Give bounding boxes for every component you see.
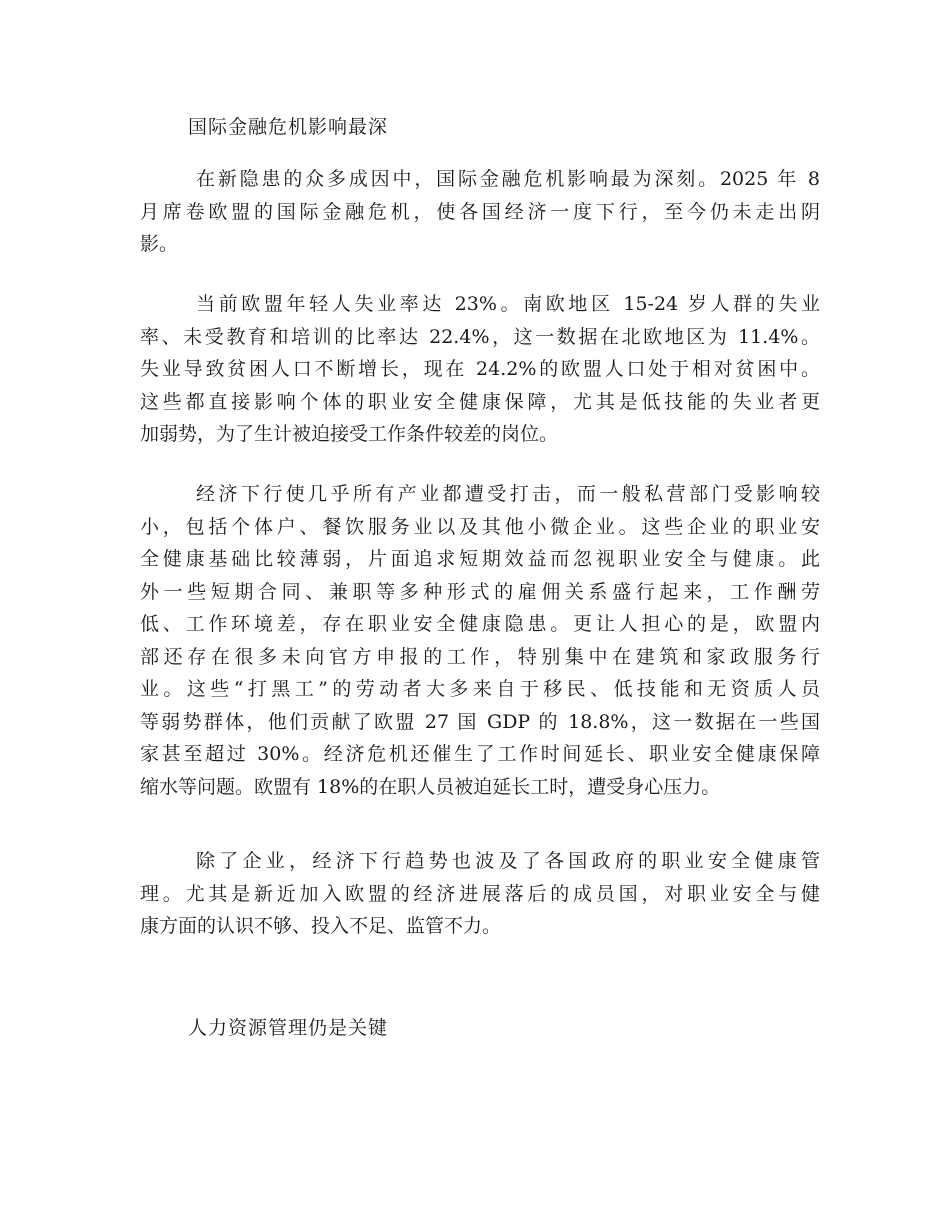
- section-heading-financial-crisis: 国际金融危机影响最深: [188, 116, 389, 138]
- text-line: 影。: [140, 233, 179, 255]
- paragraph-government-management: [140, 845, 820, 943]
- text-line: 经济下行使几乎所有产业都遭受打击，而一般私营部门受影响较: [196, 483, 820, 505]
- text-line: 小，包括个体户、餐饮服务业以及其他小微企业。这些企业的职业安: [140, 515, 820, 538]
- text-line: 业。这些“打黑工”的劳动者大多来自于移民、低技能和无资质人员: [140, 678, 820, 700]
- section-heading-human-resources: 人力资源管理仍是关键: [188, 1017, 389, 1039]
- text-line: 康方面的认识不够、投入不足、监管不力。: [140, 915, 502, 937]
- text-line: 外一些短期合同、兼职等多种形式的雇佣关系盛行起来，工作酬劳: [140, 580, 820, 603]
- text-line: 率、未受教育和培训的比率达 22.4%，这一数据在北欧地区为 11.4%。: [140, 325, 820, 348]
- text-line: 家甚至超过 30%。经济危机还催生了工作时间延长、职业安全健康保障: [140, 743, 820, 765]
- text-line: 失业导致贫困人口不断增长，现在 24.2%的欧盟人口处于相对贫困中。: [140, 358, 820, 380]
- text-line: 低、工作环境差，存在职业安全健康隐患。更让人担心的是，欧盟内: [140, 613, 820, 635]
- text-line: 缩水等问题。欧盟有 18%的在职人员被迫延长工时，遭受身心压力。: [140, 775, 721, 798]
- text-line: 在新隐患的众多成因中，国际金融危机影响最为深刻。2025 年 8: [196, 168, 820, 190]
- text-line: 部还存在很多未向官方申报的工作，特别集中在建筑和家政服务行: [140, 645, 820, 668]
- text-line: 当前欧盟年轻人失业率达 23%。南欧地区 15-24 岁人群的失业: [196, 293, 820, 315]
- text-line: 等弱势群体，他们贡献了欧盟 27 国 GDP 的 18.8%，这一数据在一些国: [140, 710, 820, 733]
- text-line: 理。尤其是新近加入欧盟的经济进展落后的成员国，对职业安全与健: [140, 882, 820, 905]
- text-line: 加弱势，为了生计被迫接受工作条件较差的岗位。: [140, 423, 559, 445]
- text-line: 月席卷欧盟的国际金融危机，使各国经济一度下行，至今仍未走出阴: [140, 200, 820, 223]
- paragraph-unemployment: [140, 288, 820, 451]
- paragraph-new-hazards: [140, 163, 820, 261]
- text-line: 全健康基础比较薄弱，片面追求短期效益而忽视职业安全与健康。此: [140, 548, 820, 570]
- text-line: 除了企业，经济下行趋势也波及了各国政府的职业安全健康管: [196, 850, 820, 872]
- paragraph-economic-downturn: [140, 478, 820, 803]
- text-line: 这些都直接影响个体的职业安全健康保障，尤其是低技能的失业者更: [140, 390, 820, 413]
